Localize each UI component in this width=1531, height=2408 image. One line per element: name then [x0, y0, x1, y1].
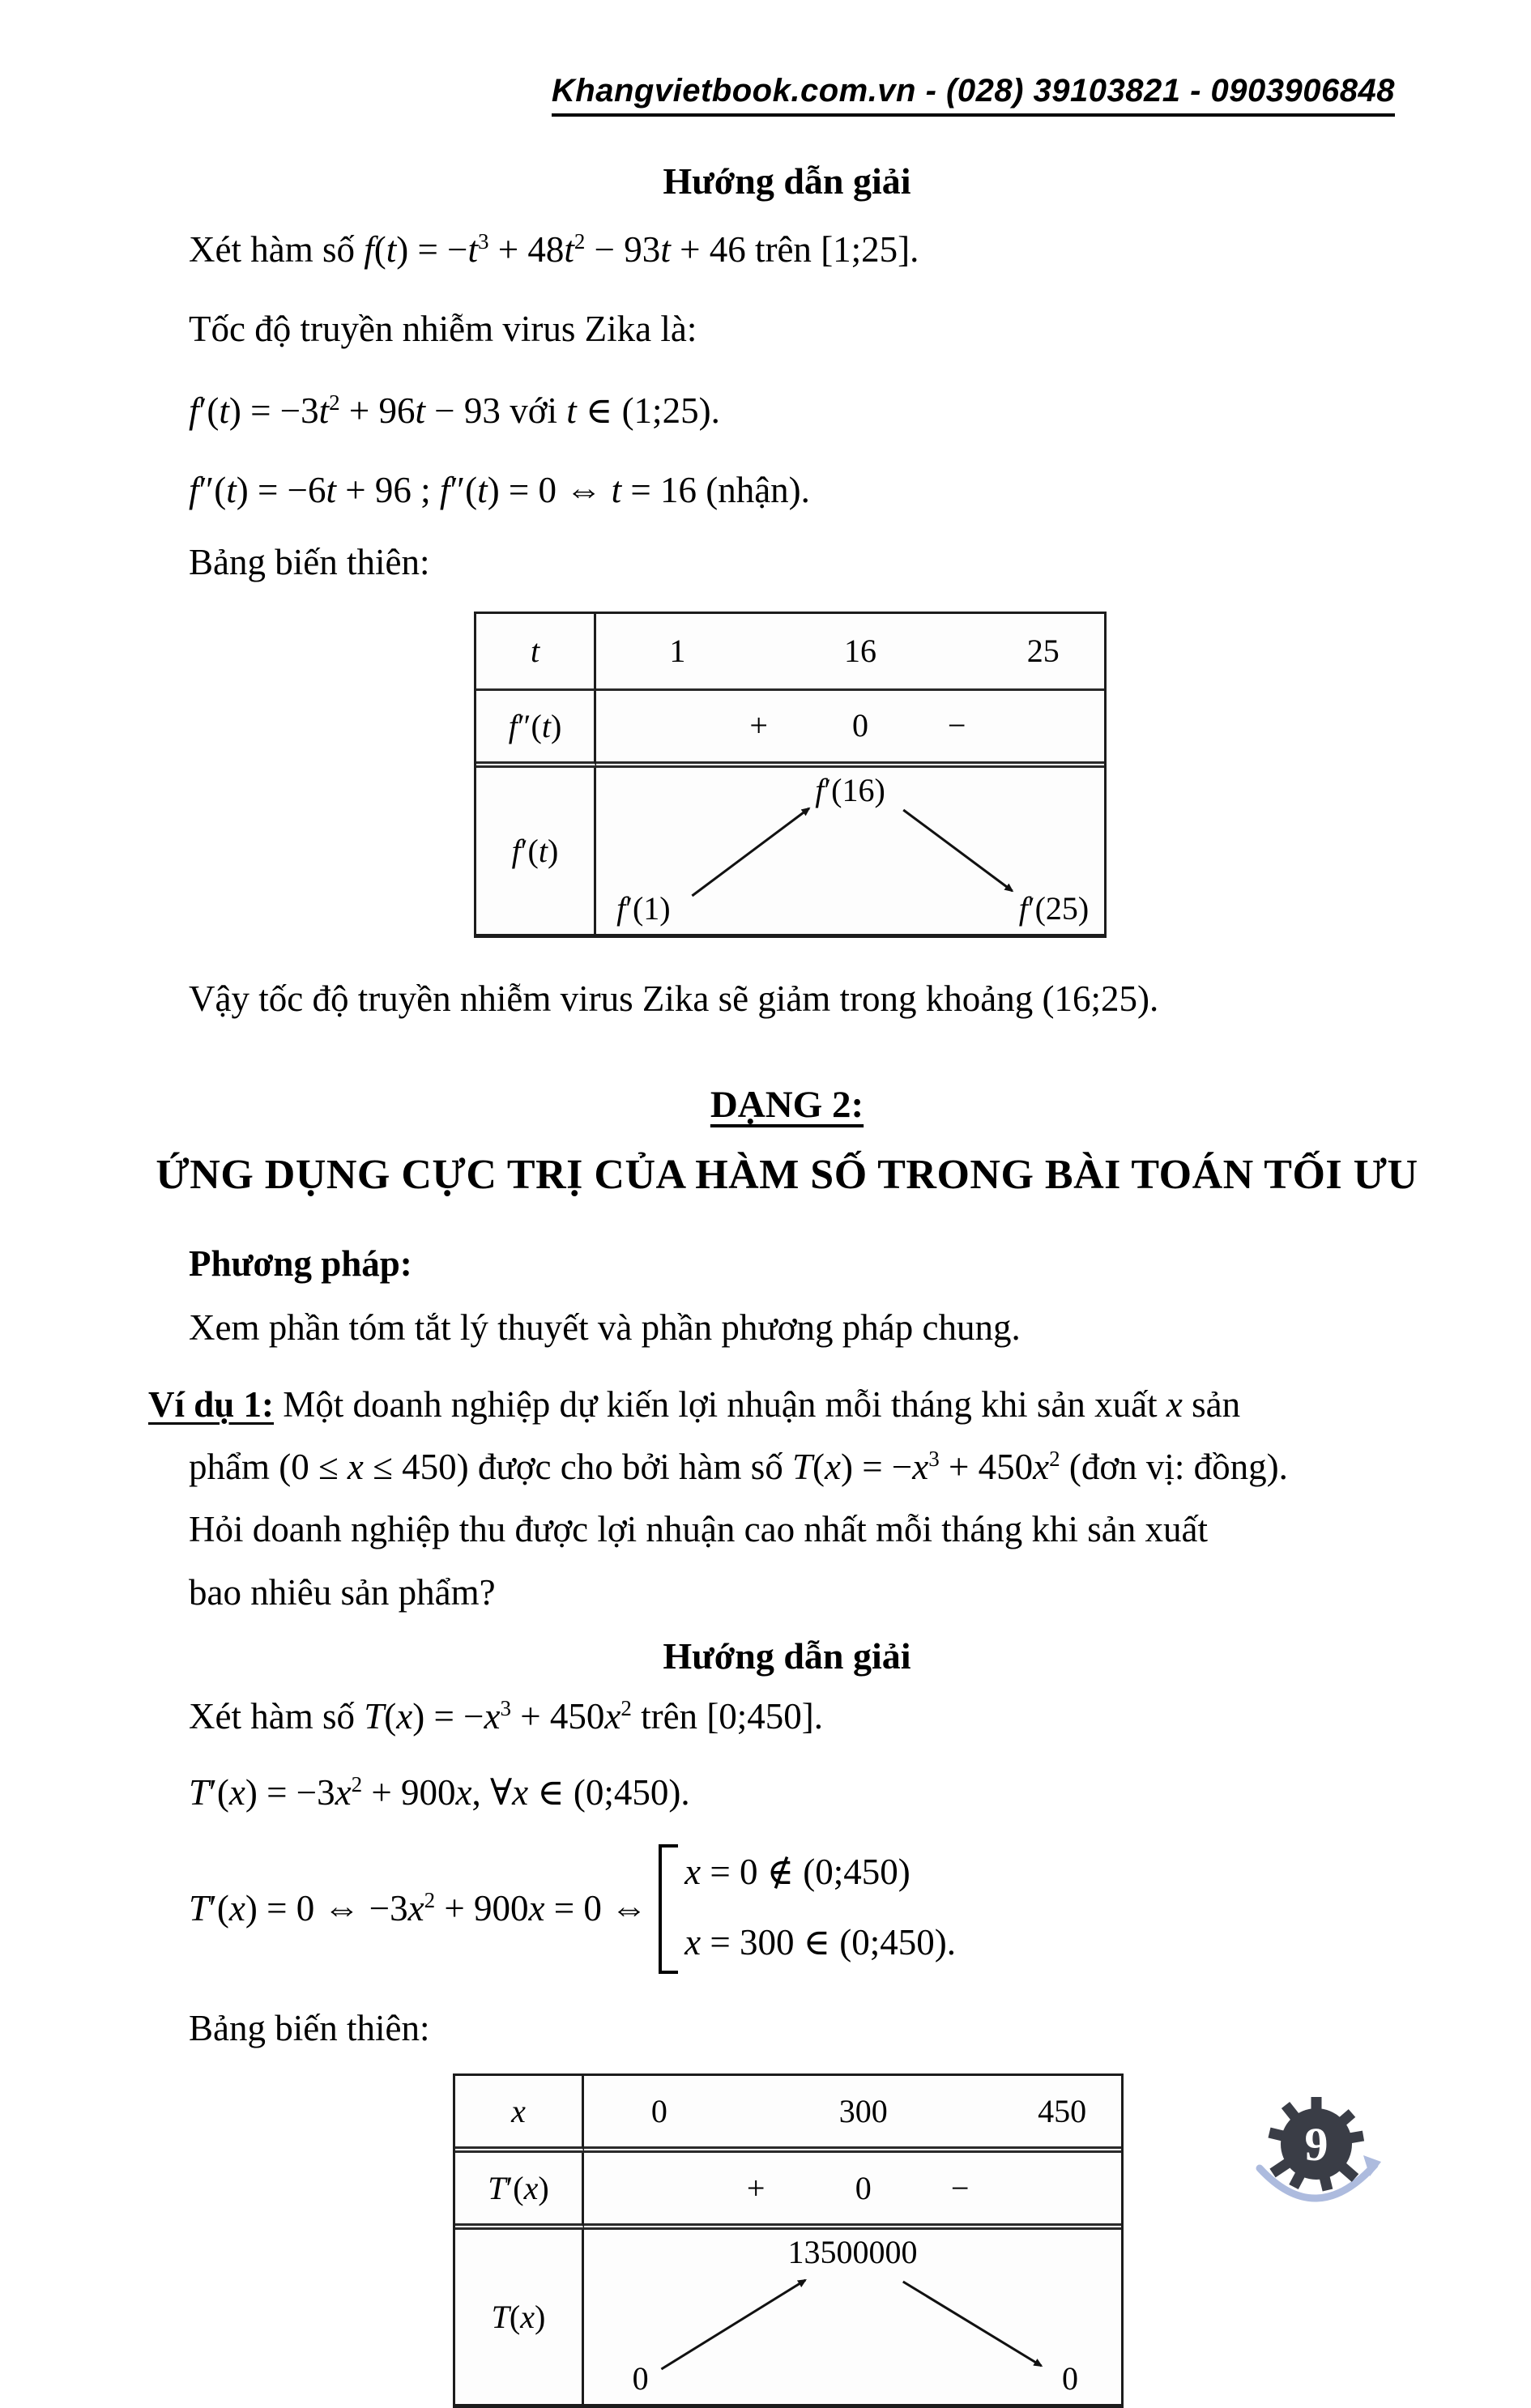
table-sign: 0: [855, 2169, 872, 2206]
table-sign: +: [749, 707, 768, 744]
solution1-zika-line: Tốc độ truyền nhiễm virus Zika là:: [189, 308, 697, 349]
example-1: [148, 1374, 1426, 1625]
table-sign: −: [947, 707, 966, 744]
page-header: [0, 0, 1531, 117]
solution1-fsecond-line: f″(t) = −6t + 96 ; f″(t) = 0 ⇔ t = 16 (nhận).: [189, 469, 810, 510]
increase-arrow-icon: [692, 808, 808, 896]
method-label: Phương pháp:: [189, 1243, 412, 1285]
table-x-value: 300: [838, 2092, 888, 2129]
solution1-bbt-label: Bảng biến thiên:: [189, 542, 430, 583]
table-x-value: 450: [1038, 2092, 1087, 2129]
table-value-row-label: f ′( t ): [476, 768, 596, 934]
variation-table-profit: [453, 2073, 1124, 2408]
section-dang2-title: DẠNG 2:: [710, 1084, 864, 1127]
table-x-value: 1: [669, 632, 686, 669]
solution2-bbt-label: Bảng biến thiên:: [189, 2007, 430, 2048]
table-x-value: 16: [844, 632, 877, 669]
page-number: 9: [1304, 2118, 1328, 2171]
page-number-badge: [1252, 2094, 1389, 2227]
example1-line2: phẩm (0 ≤ x ≤ 450) được cho bởi hàm số $T(x) = -x^3 + 450x^2$ (đơn vị: đồng).: [189, 1446, 1288, 1488]
table-sign: −: [950, 2169, 970, 2206]
solution2-heading: Hướng dẫn giải: [663, 1635, 911, 1677]
increase-arrow-icon: [661, 2280, 805, 2369]
decrease-arrow-icon: [903, 2282, 1042, 2366]
table-var-label: t: [476, 614, 596, 691]
curve-peak-value: 13500000: [787, 2234, 918, 2271]
solution2-intro-line: Xét hàm số $T(x) = -x^3 + 450x^2$ trên [0;450].: [189, 1696, 824, 1737]
curve-peak-value: f′(16): [815, 771, 885, 808]
solution1-conclusion: Vậy tốc độ truyền nhiễm virus Zika sẽ giảm trong khoảng (16;25).: [189, 978, 1159, 1019]
curve-end-value: f′(25): [1018, 889, 1090, 927]
solution2-tprime-line: $T'(x) = -3x^2 + 900x$, ∀x ∈ (0;450).: [189, 1771, 690, 1813]
solution2-equation-row: [189, 1844, 1426, 1974]
case-line-1: x = 0 ∉ (0;450): [684, 1852, 910, 1893]
table-sign: +: [746, 2169, 766, 2206]
table-sign: 0: [852, 707, 869, 744]
table-sign-row-label: f ″( t ): [476, 691, 596, 768]
curve-start-value: 0: [632, 2360, 649, 2397]
example1-line1: Ví dụ 1: Một doanh nghiệp dự kiến lợi nhuận mỗi tháng khi sản xuất x sản: [148, 1383, 1241, 1425]
solution1-fprime-line: $f'(t) = -3t^2 + 96t - 93$ với t ∈ (1;25).: [189, 390, 720, 432]
cases-bracket: [659, 1844, 956, 1974]
table-value-row-label: T ( x ): [455, 2230, 584, 2404]
example1-line4: bao nhiêu sản phẩm?: [189, 1571, 496, 1613]
table-x-value: 0: [650, 2092, 667, 2129]
variation-table-zika: [474, 612, 1107, 938]
solution1-heading: Hướng dẫn giải: [663, 160, 911, 202]
table-x-value: 25: [1026, 632, 1060, 669]
solution1-intro-line: Xét hàm số $f(t) = -t^3 + 48t^2 - 93t + 46$ trên [1;25].: [189, 229, 919, 271]
table-sign-row-label: T ′( x ): [455, 2153, 584, 2230]
table-var-label: x: [455, 2076, 584, 2153]
method-text: Xem phần tóm tắt lý thuyết và phần phương pháp chung.: [189, 1307, 1021, 1349]
example1-line3: Hỏi doanh nghiệp thu được lợi nhuận cao nhất mỗi tháng khi sản xuất: [189, 1509, 1209, 1550]
decrease-arrow-icon: [903, 810, 1012, 891]
curve-start-value: f′(1): [616, 889, 671, 927]
header-website-text: Khangvietbook.com.vn - (028) 39103821 - 0903906848: [552, 73, 1395, 117]
page-content: [0, 159, 1531, 2408]
case-line-2: x = 300 ∈ (0;450).: [684, 1922, 957, 1963]
section-dang2-subtitle: ỨNG DỤNG CỰC TRỊ CỦA HÀM SỐ TRONG BÀI TOÁN TỐI ƯU: [156, 1152, 1418, 1199]
solution2-teq-line: T′(x) = 0 ⇔ $-3x^2 + 900x = 0$ ⇔: [189, 1888, 648, 1929]
curve-end-value: 0: [1061, 2360, 1078, 2397]
